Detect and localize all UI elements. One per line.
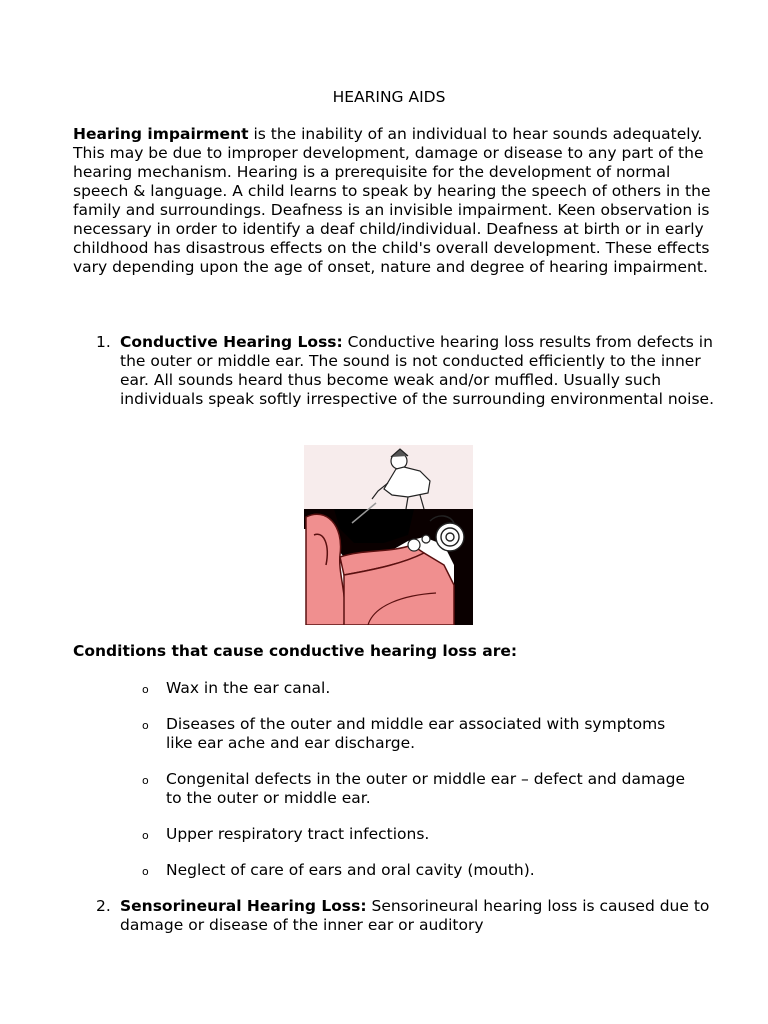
list-item-conductive xyxy=(96,333,716,409)
condition-text: Diseases of the outer and middle ear associated with symptoms like ear ache and ear discharge. xyxy=(166,715,666,752)
condition-text: Congenital defects in the outer or middle ear – defect and damage to the outer or middle ear. xyxy=(166,770,685,807)
list-number: 1. xyxy=(96,333,111,351)
bullet-circle-icon: o xyxy=(142,719,149,732)
bullet-circle-icon: o xyxy=(142,683,149,696)
intro-text: is the inability of an individual to hear sounds adequately. This may be due to improper development, damage or disease to any part of the hearing mechanism. Hearing is a prerequisite for the development of normal speech & language. A child learns to speak by hearing the speech of others in the family and surroundings. Deafness is an invisible impairment. Keen observation is necessary in order to identify a deaf child/individual. Deafness at birth or in early childhood has disastrous effects on the child's overall development. These effects vary depending upon the age of onset, nature and degree of hearing impairment. xyxy=(73,125,711,276)
document-title: HEARING AIDS xyxy=(332,88,446,106)
bullet-circle-icon: o xyxy=(142,829,149,842)
conditions-heading: Conditions that cause conductive hearing loss are: xyxy=(73,642,518,660)
bullet-circle-icon: o xyxy=(142,865,149,878)
condition-item xyxy=(142,825,696,844)
condition-text: Wax in the ear canal. xyxy=(166,679,331,697)
intro-term: Hearing impairment xyxy=(73,125,249,143)
condition-item xyxy=(142,770,696,808)
condition-text: Upper respiratory tract infections. xyxy=(166,825,430,843)
condition-item xyxy=(142,861,696,880)
condition-item xyxy=(142,679,696,698)
condition-text: Neglect of care of ears and oral cavity (mouth). xyxy=(166,861,535,879)
condition-item xyxy=(142,715,696,753)
list-item-term: Conductive Hearing Loss: xyxy=(120,333,343,351)
list-item-text: Conductive hearing loss results from defects in the outer or middle ear. The sound is not conducted efficiently to the inner ear. All sounds heard thus become weak and/or muffled. Usually such individuals speak softly irrespective of the surrounding environmental noise. xyxy=(120,333,714,408)
list-item-term: Sensorineural Hearing Loss: xyxy=(120,897,367,915)
list-item-text: Sensorineural hearing loss is caused due to damage or disease of the inner ear or auditory xyxy=(120,897,710,934)
list-item-sensorineural xyxy=(96,897,716,935)
ear-anatomy-illustration xyxy=(304,445,473,625)
list-number: 2. xyxy=(96,897,111,915)
intro-paragraph xyxy=(73,125,713,277)
bullet-circle-icon: o xyxy=(142,774,149,787)
